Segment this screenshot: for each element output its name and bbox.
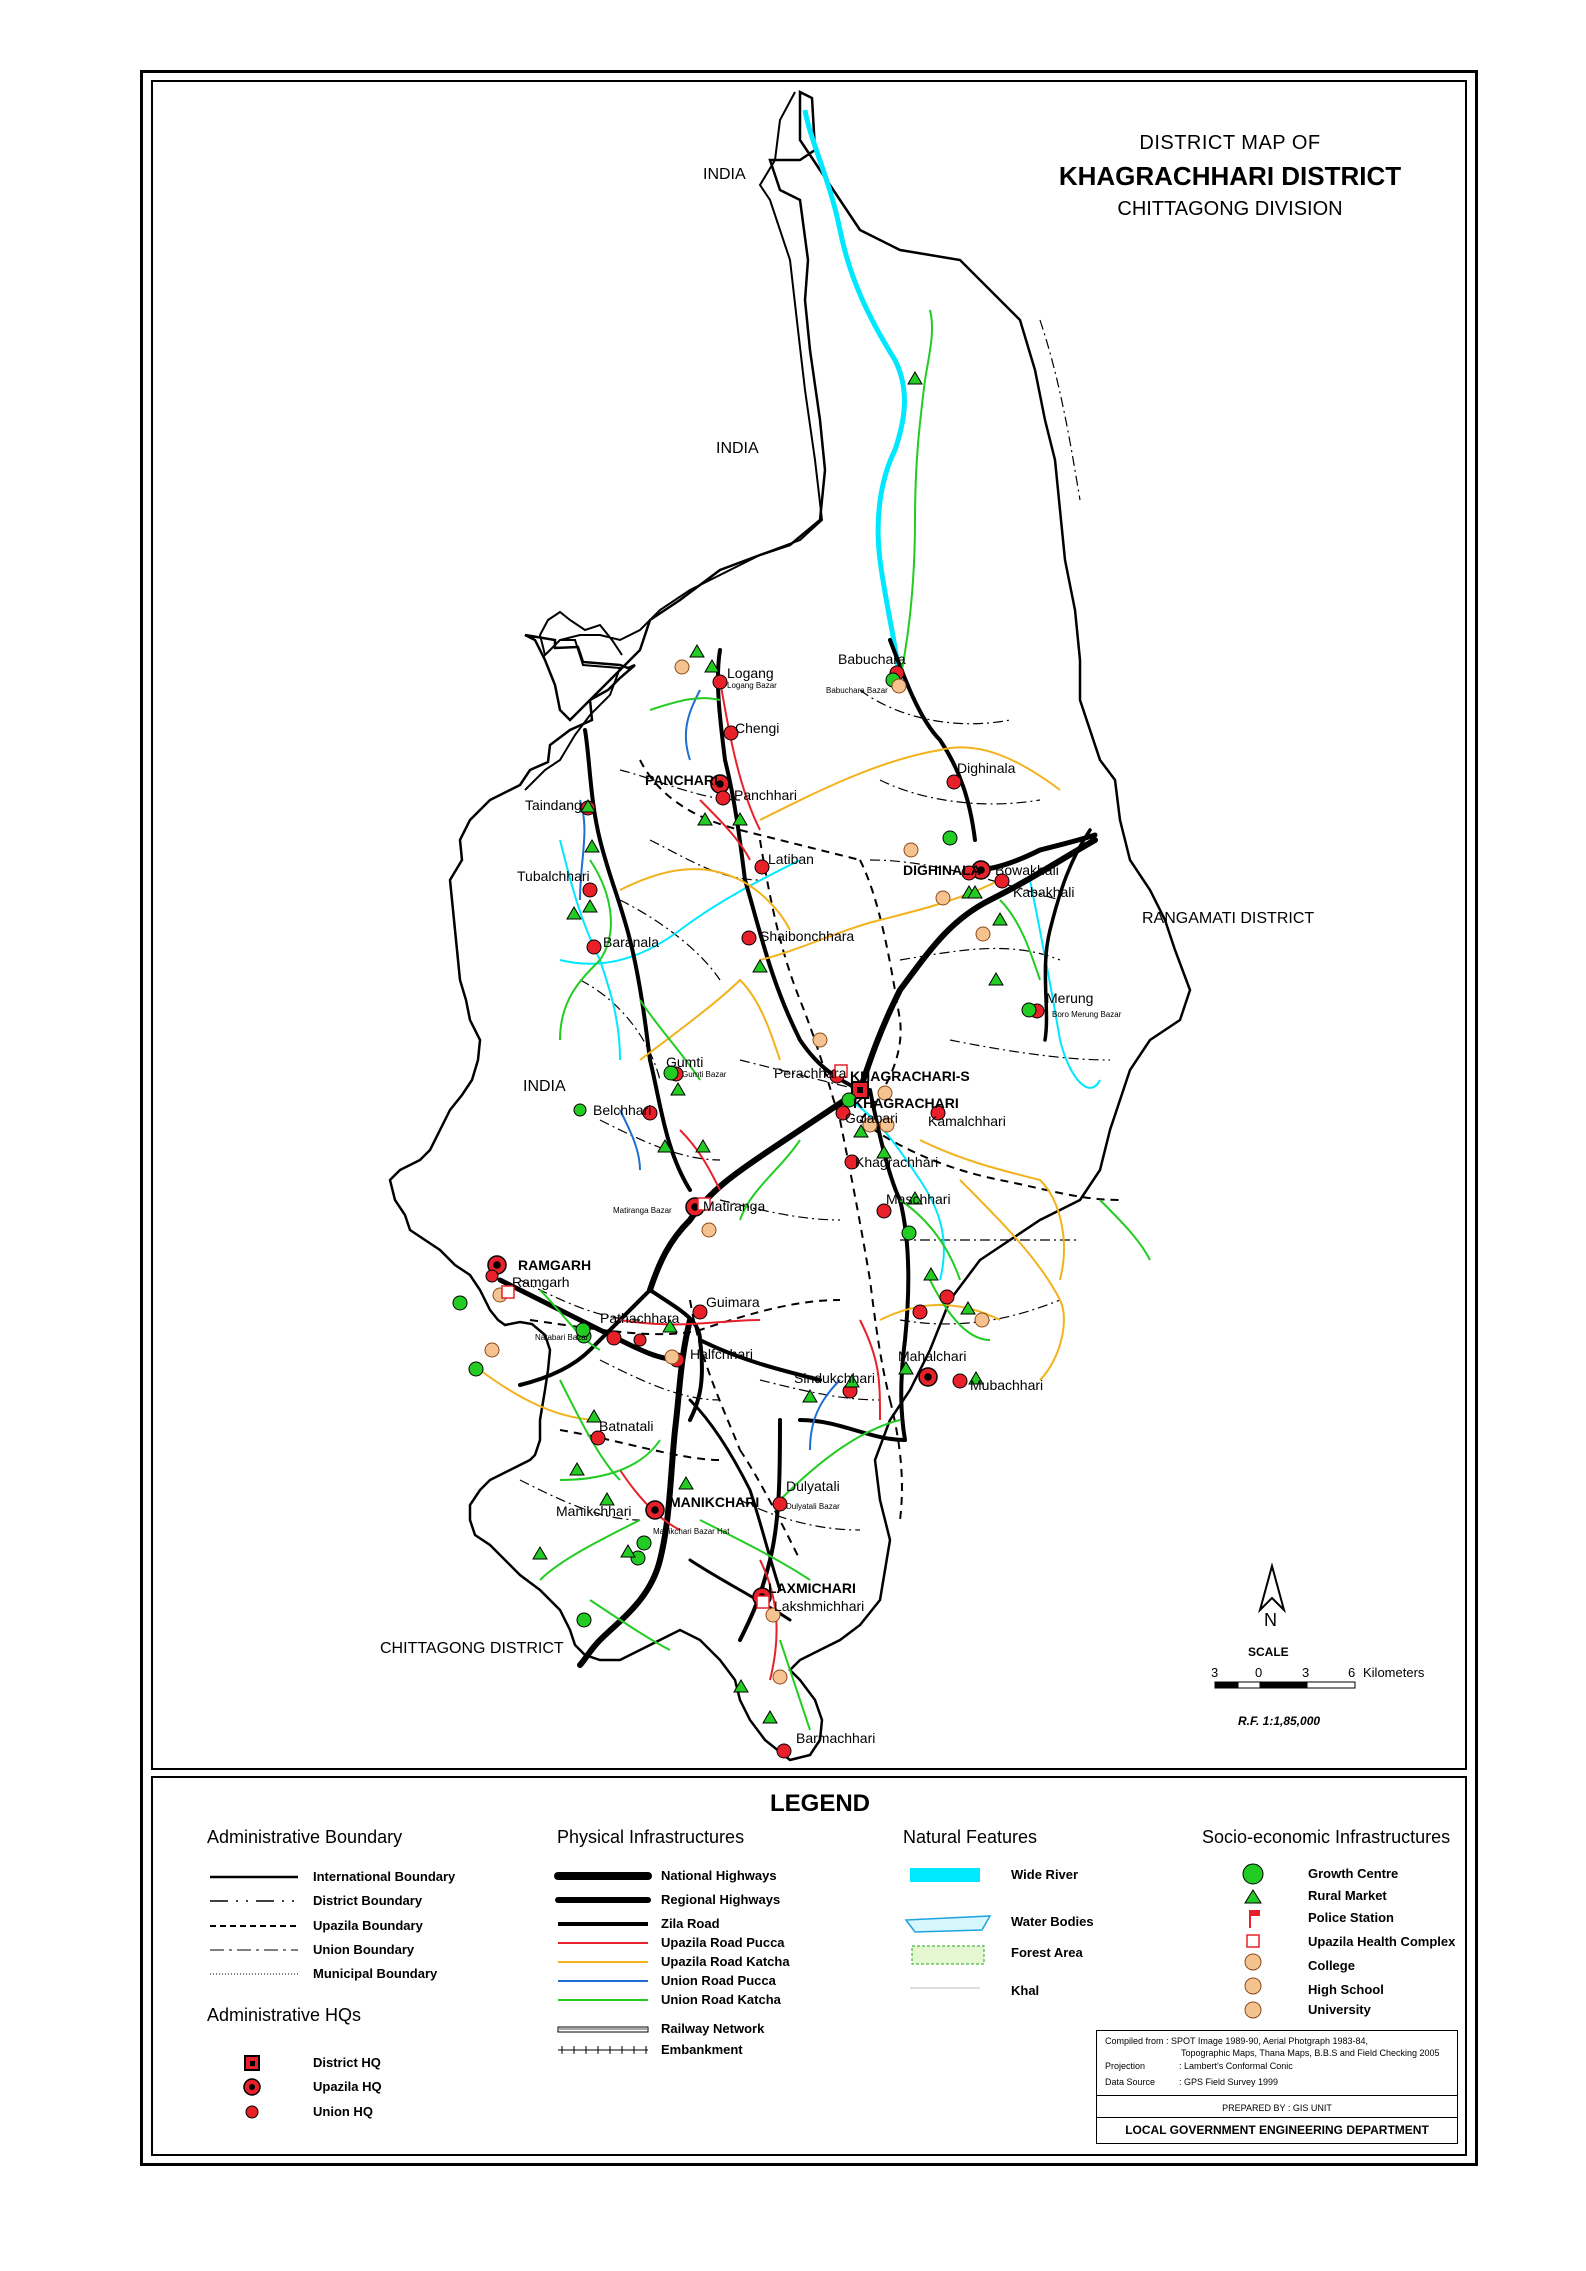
place-gumti-bazar: Gumti Bazar xyxy=(682,1070,727,1079)
place-natabari-bazar: Natabari Bazar xyxy=(535,1333,589,1342)
legend-upazila-hq: Upazila HQ xyxy=(313,2079,382,2094)
place-kabakhali: Kabakhali xyxy=(1013,884,1075,900)
place-tubalchhari: Tubalchhari xyxy=(517,868,590,884)
legend-district-hq: District HQ xyxy=(313,2055,381,2070)
legend-physical-heading: Physical Infrastructures xyxy=(557,1827,745,1847)
legend-wide-river: Wide River xyxy=(1011,1867,1079,1882)
legend-title: LEGEND xyxy=(770,1790,871,1817)
legend-upazila-boundary: Upazila Boundary xyxy=(313,1918,423,1933)
label-india-west: INDIA xyxy=(523,1078,566,1095)
legend-natural-heading: Natural Features xyxy=(903,1827,1038,1847)
legend-municipal-boundary: Municipal Boundary xyxy=(313,1966,438,1981)
scale-tick-2: 3 xyxy=(1302,1665,1310,1680)
place-merung: Merung xyxy=(1046,990,1094,1006)
legend-forest-area: Forest Area xyxy=(1011,1945,1083,1960)
credits-prepared: PREPARED BY : GIS UNIT xyxy=(1222,2103,1332,2113)
place-baranala: Baranala xyxy=(603,934,660,950)
place-logang: Logang xyxy=(727,665,774,681)
place-maschhari: Maschhari xyxy=(886,1191,951,1207)
label-upazila-dighinala: DIGHINALA xyxy=(903,862,981,878)
legend-zila-road: Zila Road xyxy=(661,1916,720,1931)
place-dulyatali: Dulyatali xyxy=(786,1478,840,1494)
place-babuchara: Babuchara xyxy=(838,651,906,667)
place-gumti: Gumti xyxy=(666,1054,704,1070)
title-line1: DISTRICT MAP OF xyxy=(1139,132,1321,154)
place-sindukchhari: Sindukchhari xyxy=(794,1370,875,1386)
scale-tick-0: 3 xyxy=(1211,1665,1219,1680)
legend-railway-network: Railway Network xyxy=(661,2021,765,2036)
place-panchhari: Panchhari xyxy=(734,787,798,803)
place-kamalchhari: Kamalchhari xyxy=(928,1113,1006,1129)
place-taindang: Taindang xyxy=(525,797,582,813)
place-babuchara-bazar: Babuchara Bazar xyxy=(826,686,888,695)
legend-union-road-pucca: Union Road Pucca xyxy=(661,1973,776,1988)
credits-projection-value: : Lambert's Conformal Conic xyxy=(1179,2061,1293,2071)
place-khagrachari: KHAGRACHARI xyxy=(853,1095,959,1111)
place-ramgarh: Ramgarh xyxy=(512,1274,570,1290)
legend-high-school: High School xyxy=(1308,1982,1384,1997)
scale-rf: R.F. 1:1,85,000 xyxy=(1238,1714,1321,1728)
place-lakshmichhari: Lakshmichhari xyxy=(774,1598,865,1614)
place-batnatali: Batnatali xyxy=(599,1418,654,1434)
credits-compiled-2: Topographic Maps, Thana Maps, B.B.S and Field Checking 2005 xyxy=(1181,2048,1440,2058)
label-upazila-manikchari: MANIKCHARI xyxy=(669,1494,760,1510)
place-matiranga-bazar: Matiranga Bazar xyxy=(613,1206,672,1215)
legend-water-bodies: Water Bodies xyxy=(1011,1914,1094,1929)
place-perachhara: Perachhara xyxy=(774,1065,847,1081)
place-khagrachhari: Khagrachhari xyxy=(855,1154,939,1170)
place-bowakhali: Bowakhali xyxy=(995,862,1059,878)
map-title-block xyxy=(1040,132,1420,221)
north-label: N xyxy=(1264,1610,1277,1630)
place-chengi: Chengi xyxy=(735,720,780,736)
label-upazila-laxmichari: LAXMICHARI xyxy=(768,1580,856,1596)
title-line2: KHAGRACHHARI DISTRICT xyxy=(1058,161,1402,191)
legend-socio-heading: Socio-economic Infrastructures xyxy=(1202,1827,1451,1847)
label-rangamati-district: RANGAMATI DISTRICT xyxy=(1142,910,1315,927)
label-chittagong-district: CHITTAGONG DISTRICT xyxy=(380,1640,564,1657)
legend-upazila-health-complex: Upazila Health Complex xyxy=(1308,1934,1456,1949)
credits-department: LOCAL GOVERNMENT ENGINEERING DEPARTMENT xyxy=(1125,2123,1429,2137)
place-barmachhari: Barmachhari xyxy=(796,1730,876,1746)
scale-title: SCALE xyxy=(1248,1645,1289,1659)
legend-national-highways: National Highways xyxy=(661,1868,777,1883)
place-logang-bazar: Logang Bazar xyxy=(727,681,777,690)
scale-tick-3: 6 xyxy=(1348,1665,1356,1680)
label-india-north: INDIA xyxy=(703,166,746,183)
place-belchhari: Belchhari xyxy=(593,1102,652,1118)
legend-admin-hq-heading: Administrative HQs xyxy=(207,2005,362,2025)
credits-box xyxy=(1096,2030,1458,2144)
credits-projection-label: Projection xyxy=(1105,2061,1146,2071)
title-line3: CHITTAGONG DIVISION xyxy=(1117,198,1343,220)
legend-international-boundary: International Boundary xyxy=(313,1869,456,1884)
place-pathachhara: Pathachhara xyxy=(600,1310,680,1326)
legend-university: University xyxy=(1308,2002,1371,2017)
legend-rural-market: Rural Market xyxy=(1308,1888,1387,1903)
label-india-mid: INDIA xyxy=(716,440,759,457)
credits-compiled: Compiled from : SPOT Image 1989-90, Aerial Photgraph 1983-84, xyxy=(1105,2036,1368,2046)
legend-growth-centre: Growth Centre xyxy=(1308,1866,1399,1881)
scale-tick-1: 0 xyxy=(1255,1665,1263,1680)
scale-unit: Kilometers xyxy=(1363,1665,1425,1680)
legend-union-road-katcha: Union Road Katcha xyxy=(661,1992,781,2007)
legend-regional-highways: Regional Highways xyxy=(661,1892,781,1907)
place-halfchhari: Halfchhari xyxy=(690,1346,754,1362)
legend-district-boundary: District Boundary xyxy=(313,1893,423,1908)
place-matiranga: Matiranga xyxy=(703,1198,766,1214)
legend-police-station: Police Station xyxy=(1308,1910,1394,1925)
legend-khal: Khal xyxy=(1011,1983,1040,1998)
place-latiban: Latiban xyxy=(768,851,814,867)
legend-embankment: Embankment xyxy=(661,2042,743,2057)
place-shaibonchhara: Shaibonchhara xyxy=(760,928,855,944)
label-upazila-khagrachari-s: KHAGRACHARI-S xyxy=(850,1068,970,1084)
label-upazila-ramgarh: RAMGARH xyxy=(518,1257,592,1273)
credits-datasource-label: Data Source xyxy=(1105,2077,1156,2087)
legend-union-boundary: Union Boundary xyxy=(313,1942,415,1957)
place-manikchhari: Manikchhari xyxy=(556,1503,632,1519)
legend-upazila-road-katcha: Upazila Road Katcha xyxy=(661,1954,790,1969)
place-manikchari-bazar: Manikchari Bazar Hat xyxy=(653,1527,730,1536)
legend-college: College xyxy=(1308,1958,1355,1973)
legend-admin-boundary-heading: Administrative Boundary xyxy=(207,1827,403,1847)
legend-upazila-road-pucca: Upazila Road Pucca xyxy=(661,1935,785,1950)
place-mubachhari: Mubachhari xyxy=(970,1377,1044,1393)
place-golabari: Golabari xyxy=(845,1110,898,1126)
place-dighinala: Dighinala xyxy=(957,760,1016,776)
place-mahalchari: Mahalchari xyxy=(898,1348,967,1364)
place-merung-bazar: Boro Merung Bazar xyxy=(1052,1010,1122,1019)
credits-datasource-value: : GPS Field Survey 1999 xyxy=(1179,2077,1279,2087)
legend-union-hq: Union HQ xyxy=(313,2104,373,2119)
place-guimara: Guimara xyxy=(706,1294,760,1310)
label-upazila-panchari: PANCHARI xyxy=(645,772,718,788)
place-dulyatali-bazar: Dulyatali Bazar xyxy=(786,1502,840,1511)
